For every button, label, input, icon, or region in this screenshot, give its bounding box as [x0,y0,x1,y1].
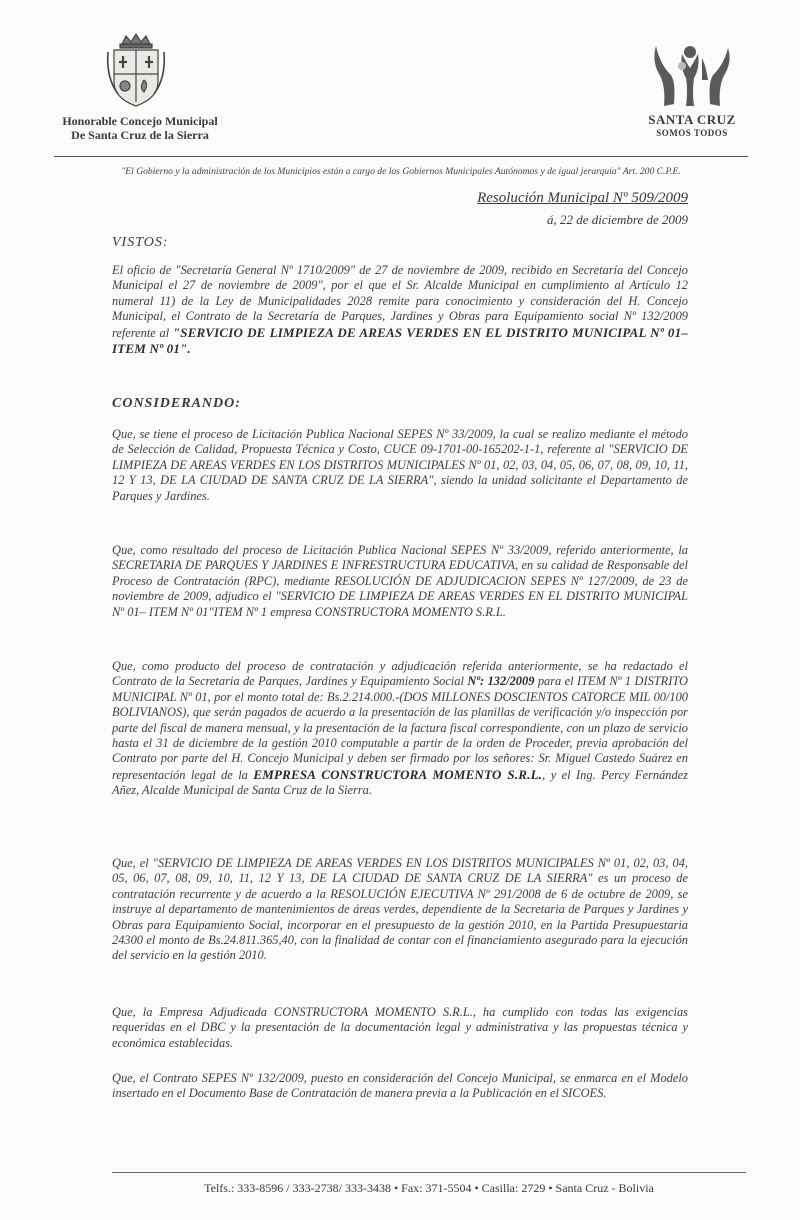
considerando-paragraph-1: Que, se tiene el proceso de Licitación Publica Nacional SEPES Nº 33/2009, la cual se realizo mediante el método de Selección de Calidad, Propuesta Técnica y Costo, CUCE 09-1701-00-165202-1-1, referente al "SERVICIO DE LIMPIEZA DE AREAS VERDES EN LOS DISTRITOS MUNICIPALES Nº 01, 02, 03, 04, 05, 06, 07, 08, 09, 10, 11, 12 Y 13, DE LA CIUDAD DE SANTA CRUZ DE LA SIERRA", siendo la unidad solicitante el Departamento de Parques y Jardines. [112,427,688,503]
brand-tagline: SOMOS TODOS [656,128,728,138]
council-name-line2: De Santa Cruz de la Sierra [71,128,209,142]
p3-part-c: para el ITEM Nº 1 DISTRITO MUNICIPAL Nº 01, por el monto total de: Bs.2.214.000.-(DOS MILLONES DOSCIENTOS CATORCE MIL 00/100 BOLIVIANOS), que serán pagados de acuerdo a la presentación de las planillas de verificación y/o inspección por parte del fiscal de manera mensual, y la presentación de la factura fiscal correspondiente, con un plazo de servicio hasta el 31 de diciembre de la gestión 2010 computable a partir de la orden de Proceder, previa aprobación del Contrato por parte del H. Concejo Municipal y deben ser firmado por los señores: Sr. Miguel Castedo Suárez en representación legal de la [112,674,688,782]
council-name-line1: Honorable Concejo Municipal [62,114,218,128]
resolution-date: á, 22 de diciembre de 2009 [546,212,688,227]
resolution-number: Resolución Municipal Nº 509/2009 [477,190,688,206]
considerando-paragraph-4: Que, el "SERVICIO DE LIMPIEZA DE AREAS VERDES EN LOS DISTRITOS MUNICIPALES Nº 01, 02, 03, 04, 05, 06, 07, 08, 09, 10, 11, 12 Y 13, DE LA CIUDAD DE SANTA CRUZ DE LA SIERRA" es un proceso de contratación recurrente y de acuerdo a la RESOLUCIÓN EJECUTIVA Nº 291/2008 de 6 de octubre de 2009, se instruye al departamento de mantenimientos de áreas verdes, dependiente de la Secretaria de Parques y Jardines y Obras para Equipamiento Social, incorporar en el presupuesto de la gestión 2010, en la Partida Presupuestaria 24300 el monto de Bs.24.811.365,40, con la finalidad de contar con el financiamiento asegurado para la ejecución del servicio en la gestión 2010. [112,856,688,963]
brand-name: SANTA CRUZ [648,112,736,127]
company-name: EMPRESA CONSTRUCTORA MOMENTO S.R.L. [253,766,543,782]
considerando-paragraph-6: Que, el Contrato SEPES Nº 132/2009, puesto en consideración del Concejo Municipal, se enmarca en el Modelo insertado en el Documento Base de Contratación de manera previa a la Publicación en el SICOES. [112,1071,688,1101]
considerando-paragraph-3 [112,659,688,799]
santa-cruz-logo-icon [636,44,748,122]
vistos-heading: VISTOS: [112,235,169,250]
considerando-paragraph-2: Que, como resultado del proceso de Licitación Publica Nacional SEPES Nº 33/2009, referido anteriormente, la SECRETARIA DE PARQUES Y JARDINES E INFRESTRUCTURA EDUCATIVA, en su calidad de Responsable del Proceso de Contratación (RPC), mediante RESOLUCIÓN DE ADJUDICACION SEPES Nº 127/2009, de 23 de noviembre de 2009, adjudico el "SERVICIO DE LIMPIEZA DE AREAS VERDES EN EL DISTRITO MUNICIPAL Nº 01– ITEM Nº 01"ITEM Nº 1 empresa CONSTRUCTORA MOMENTO S.R.L. [112,543,688,619]
p3-part-e: , y el Ing. Percy Fernández Añez, Alcalde Municipal de Santa Cruz de la Sierra. [112,767,688,798]
considerando-paragraph-5: Que, la Empresa Adjudicada CONSTRUCTORA MOMENTO S.R.L., ha cumplido con todas las exigencias requeridas en el DBC y la presentación de la documentación legal y administrativa y las propuestas técnica y económica establecidas. [112,1005,688,1050]
constitution-quote: "El Gobierno y la administración de los Municipios están a cargo de los Gobiernos Municipales Autónomos y de igual jerarquía" Art. 200 C.P.E. [121,166,681,177]
footer-contact: Telfs.: 333-8596 / 333-2738/ 333-3438 • Fax: 371-5504 • Casilla: 2729 • Santa Cruz - Bolivia [204,1181,654,1195]
p3-part-a: Que, como producto del proceso de contratación y adjudicación referida anteriormente, se ha redactado el Contrato de la Secretaria de Parques, Jardines y Equipamiento Social [112,659,688,689]
vistos-body: El oficio de "Secretaría General Nº 1710/2009" de 27 de noviembre de 2009, recibido en Secretaría del Concejo Municipal el 27 de noviembre de 2009", por el que el Sr. Alcalde Municipal en cumplimiento al Artículo 12 numeral 11) de la Ley de Municipalidades 2028 remite para conocimiento y consideración del H. Concejo Municipal, el Contrato de la Secretaría de Parques, Jardines y Obras para Equipamiento social Nº 132/2009 referente al [112,263,688,340]
council-name [40,114,240,142]
considerando-heading: CONSIDERANDO: [112,396,241,411]
vistos-paragraph [112,263,688,357]
footer-divider [112,1172,746,1173]
municipal-crest-icon [104,30,168,108]
service-title: "SERVICIO DE LIMPIEZA DE AREAS VERDES EN EL DISTRITO MUNICIPAL Nº 01– ITEM Nº 01". [112,324,688,357]
header-divider [54,156,748,157]
contract-number: Nº: 132/2009 [467,674,535,689]
